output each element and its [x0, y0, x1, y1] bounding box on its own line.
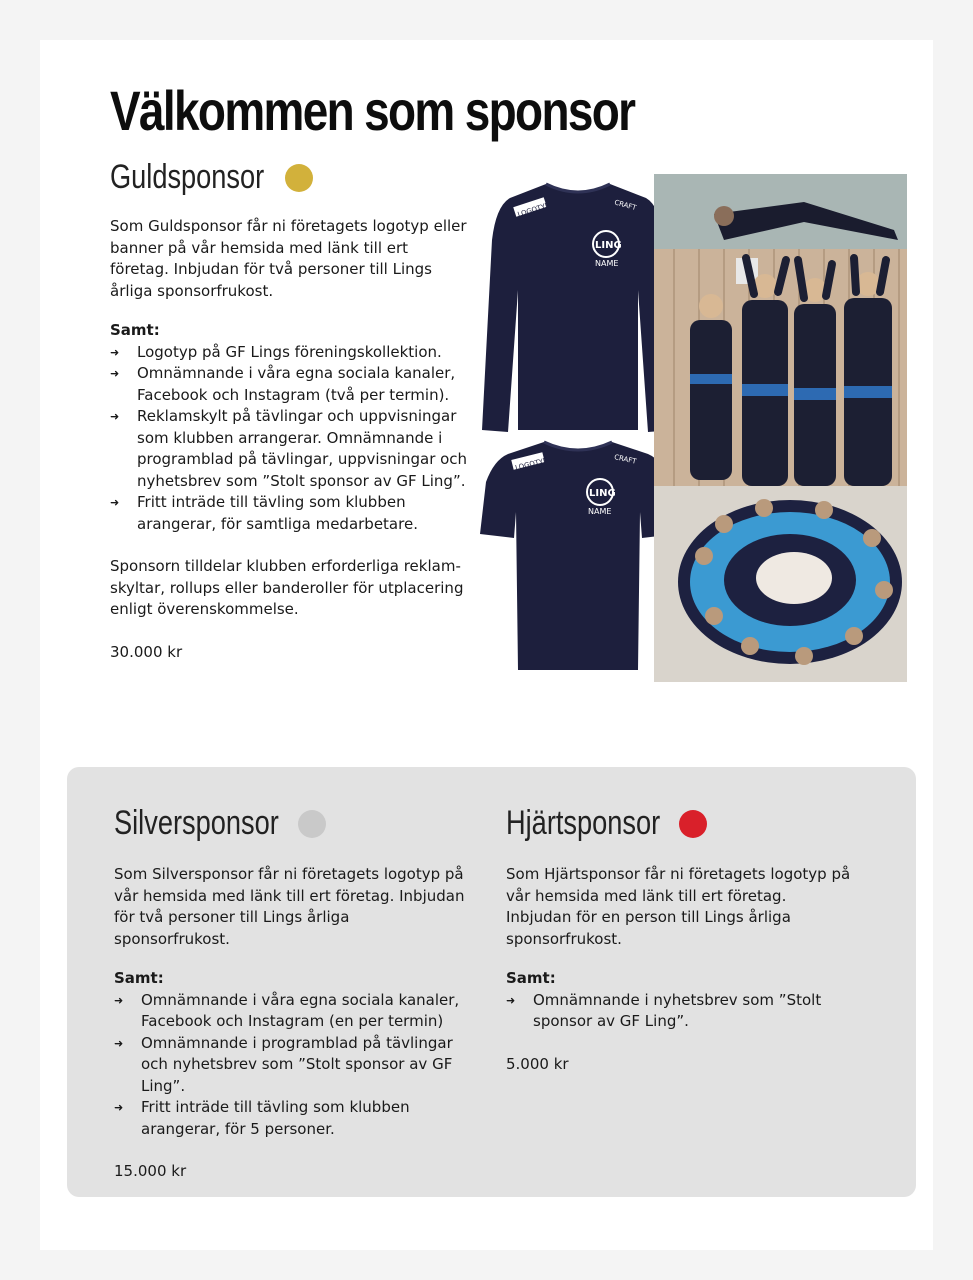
gold-price: 30.000 kr — [110, 642, 183, 661]
list-item: ➜ Omnämnande i programblad på tävlingar och nyhetsbrev som ”Stolt sponsor av GF Ling”. — [114, 1033, 470, 1098]
page-title: Välkommen som sponsor — [110, 79, 635, 142]
gold-body — [110, 216, 470, 663]
tshirt-image — [478, 438, 678, 674]
silver-samt-label: Samt: — [114, 969, 164, 987]
gymnasts-circle-photo — [654, 486, 907, 682]
list-item: ➜ Fritt inträde till tävling som klubben arangerar, för samtliga medarbetare. — [110, 492, 470, 535]
heart-dot-icon — [679, 810, 707, 838]
gold-closing: Sponsorn tilldelar klubben erforderliga reklam-skyltar, rollups eller banderoller för utplacering enligt överenskommelse. — [110, 557, 464, 618]
list-item: ➜ Omnämnande i våra egna sociala kanaler, Facebook och Instagram (en per termin) — [114, 990, 470, 1033]
gold-intro: Som Guldsponsor får ni företagets logotyp eller banner på vår hemsida med länk till ert företag. Inbjudan för två personer till Lings årliga sponsorfrukost. — [110, 217, 467, 300]
heart-price: 5.000 kr — [506, 1054, 569, 1073]
shirt-club-logo: LING — [595, 240, 622, 251]
silver-intro: Som Silversponsor får ni företagets logotyp på vår hemsida med länk till ert företag. Inbjudan för två personer till Lings årliga sponsorfrukost. — [114, 865, 465, 948]
gold-dot-icon — [285, 164, 313, 192]
gymnasts-lift-photo — [654, 174, 907, 486]
heart-heading-text: Hjärtsponsor — [506, 804, 661, 842]
silver-body — [114, 864, 470, 1183]
heart-body — [506, 864, 856, 1075]
shirt-logo-tag: LOGOTYP — [516, 201, 551, 219]
gold-bullet-list — [110, 342, 470, 536]
list-item: ➜ Logotyp på GF Lings föreningskollektion. — [110, 342, 470, 364]
silver-heading-text: Silversponsor — [114, 804, 279, 842]
gold-samt-label: Samt: — [110, 321, 160, 339]
tshirt-club-logo: LING — [589, 488, 616, 499]
heart-heading — [506, 804, 707, 843]
heart-samt-label: Samt: — [506, 969, 556, 987]
list-item: ➜ Omnämnande i nyhetsbrev som ”Stolt sponsor av GF Ling”. — [506, 990, 856, 1033]
gold-heading-text: Guldsponsor — [110, 158, 265, 196]
silver-price: 15.000 kr — [114, 1162, 187, 1180]
silver-heading — [114, 804, 326, 843]
tshirt-logo-tag: LOGOTYP — [514, 456, 549, 473]
heart-intro: Som Hjärtsponsor får ni företagets logotyp på vår hemsida med länk till ert företag. Inbjudan för en person till Lings årliga sponsorfrukost. — [506, 865, 851, 948]
silver-dot-icon — [298, 810, 326, 838]
list-item: ➜ Fritt inträde till tävling som klubben arangerar, för 5 personer. — [114, 1097, 470, 1140]
heart-bullet-list — [506, 990, 856, 1033]
longsleeve-shirt-image — [478, 180, 678, 438]
gold-heading — [110, 158, 313, 197]
silver-bullet-list — [114, 990, 470, 1141]
tshirt-name-label: NAME — [588, 507, 612, 516]
tshirt-brand: CRAFT — [613, 453, 638, 466]
list-item: ➜ Reklamskylt på tävlingar och uppvisningar som klubben arrangerar. Omnämnande i programblad på tävlingar, uppvisningar och nyhetsbrev som ”Stolt sponsor av GF Ling”. — [110, 406, 470, 492]
list-item: ➜ Omnämnande i våra egna sociala kanaler, Facebook och Instagram (två per termin). — [110, 363, 470, 406]
shirt-name-label: NAME — [595, 259, 619, 268]
shirt-brand: CRAFT — [613, 198, 638, 213]
